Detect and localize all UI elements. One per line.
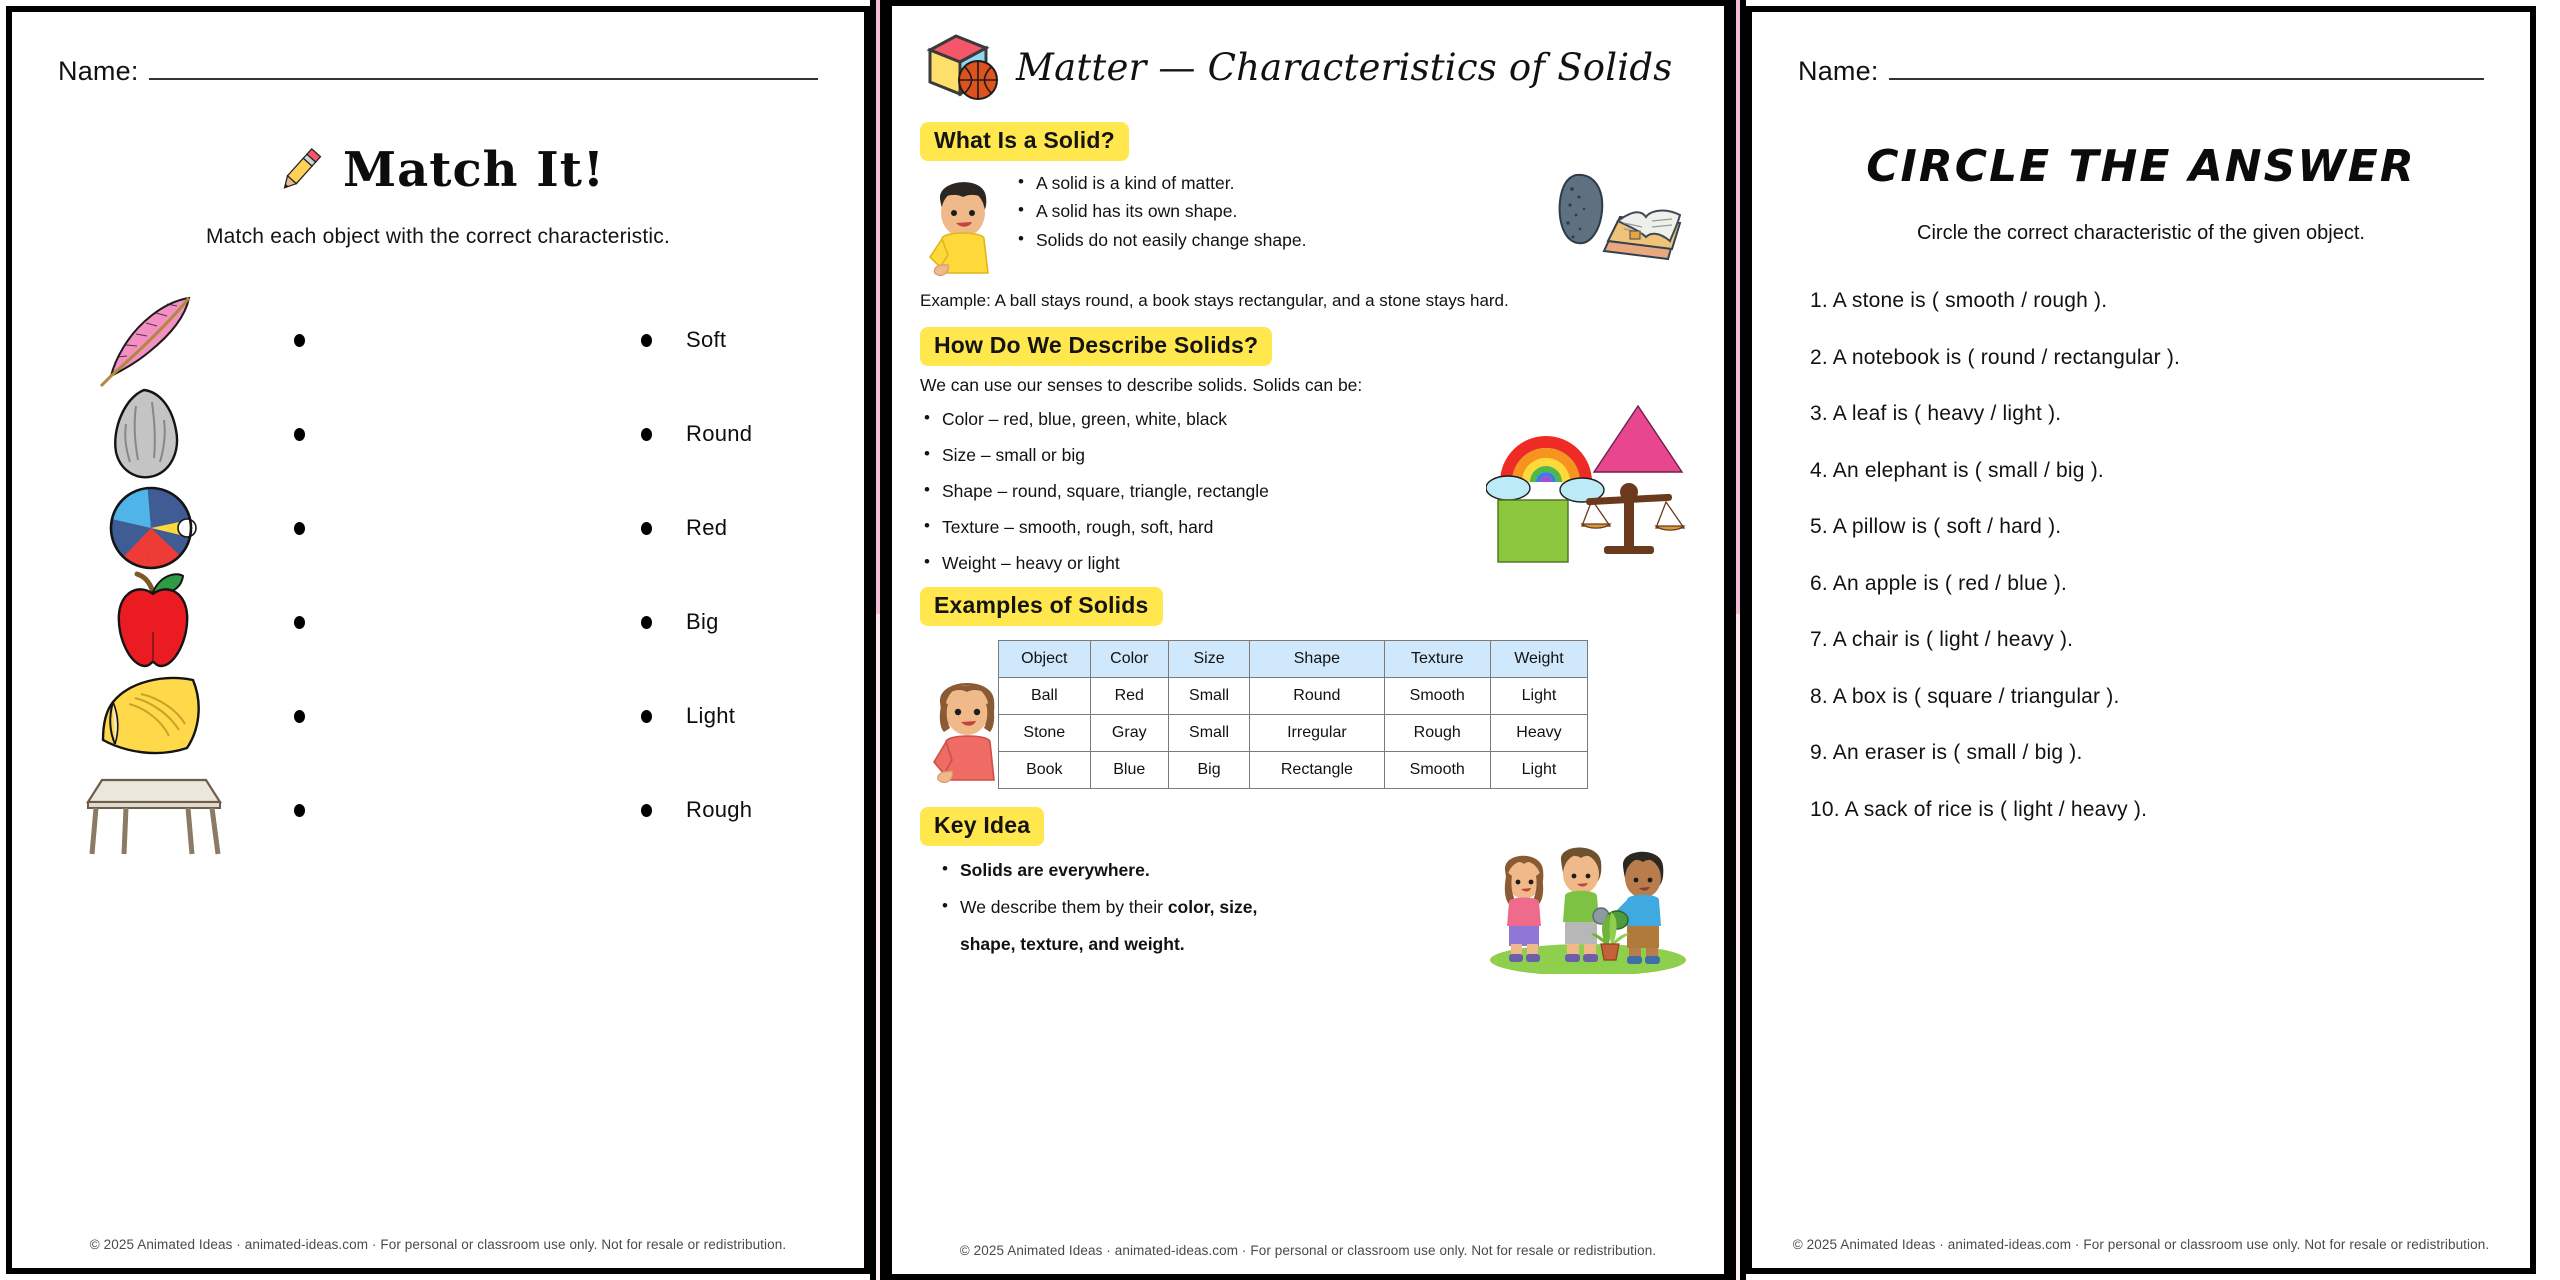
column-header: Color: [1090, 641, 1168, 678]
column-header: Size: [1168, 641, 1249, 678]
match-title-row: [58, 141, 818, 199]
table-row: [999, 678, 1588, 715]
match-dot-right[interactable]: [641, 334, 652, 347]
section-what-is-a-solid: [920, 122, 1696, 311]
list-item: • Solids do not easily change shape.: [1014, 226, 1538, 254]
name-label: Name:: [1798, 56, 1879, 86]
list-item: • Weight – heavy or light: [920, 546, 1478, 582]
shapes-collage-icon: [1486, 396, 1696, 566]
object-cell: [58, 668, 248, 764]
footer-copyright: © 2025 Animated Ideas · animated-ideas.com · For personal or classroom use only. Not for resale or redistribution.: [89, 1237, 787, 1252]
table-cell: Ball: [999, 678, 1091, 715]
list-item: [938, 852, 1481, 889]
feather-icon: [93, 290, 213, 390]
object-cell: [58, 762, 248, 858]
table-cell: Smooth: [1384, 752, 1490, 789]
section-heading: Key Idea: [920, 807, 1044, 846]
stone-icon: [98, 384, 208, 484]
stone-and-books-icon: [1546, 169, 1696, 269]
table-cell: Gray: [1090, 715, 1168, 752]
list-item: • Texture – smooth, rough, soft, hard: [920, 510, 1478, 546]
table-cell: Rough: [1384, 715, 1490, 752]
question-list: [1798, 289, 2484, 822]
list-item: • A solid is a kind of matter.: [1014, 169, 1538, 197]
table-cell: Heavy: [1490, 715, 1587, 752]
table-cell: Big: [1168, 752, 1249, 789]
table-cell: Blue: [1090, 752, 1168, 789]
pencil-icon: [271, 141, 329, 199]
table-cell: Light: [1490, 752, 1587, 789]
table-cell: Light: [1490, 678, 1587, 715]
footer-copyright: © 2025 Animated Ideas · animated-ideas.com · For personal or classroom use only. Not for resale or redistribution.: [959, 1243, 1657, 1258]
beach-ball-icon: [101, 478, 205, 578]
key-idea-text-2-prefix: We describe them by their: [960, 897, 1168, 918]
question-item[interactable]: 4. An elephant is ( small / big ).: [1810, 458, 2104, 482]
square-icon: [1498, 500, 1568, 562]
question-item[interactable]: 2. A notebook is ( round / rectangular ).: [1810, 345, 2181, 369]
trait-label: Red: [686, 515, 728, 540]
column-header: Shape: [1250, 641, 1384, 678]
match-dot-left[interactable]: [294, 428, 305, 441]
footer-copyright: © 2025 Animated Ideas · animated-ideas.com · For personal or classroom use only. Not for resale or redistribution.: [1792, 1237, 2490, 1252]
page-title: Match It!: [343, 142, 605, 198]
match-row: [58, 575, 818, 669]
question-item[interactable]: 3. A leaf is ( heavy / light ).: [1810, 402, 2062, 425]
question-item[interactable]: 5. A pillow is ( soft / hard ).: [1810, 515, 2062, 538]
column-header: Object: [999, 641, 1091, 678]
question-item[interactable]: 7. A chair is ( light / heavy ).: [1810, 628, 2074, 651]
list-item: • Shape – round, square, triangle, rectangle: [920, 474, 1478, 510]
match-dot-right[interactable]: [641, 616, 652, 629]
boy-pointing-icon: [920, 169, 1006, 279]
match-dot-right[interactable]: [641, 428, 652, 441]
table-cell: Red: [1090, 678, 1168, 715]
table-cell: Irregular: [1250, 715, 1384, 752]
example-text: Example: A ball stays round, a book stays rectangular, and a stone stays hard.: [920, 291, 1509, 310]
key-idea-bold-b: shape, texture, and weight.: [960, 933, 1185, 954]
match-dot-left[interactable]: [294, 522, 305, 535]
examples-table: [998, 640, 1588, 789]
matter-info-worksheet: [886, 0, 1730, 1280]
match-dot-left[interactable]: [294, 616, 305, 629]
sheet-divider-left: [870, 0, 886, 1280]
question-item[interactable]: 9. An eraser is ( small / big ).: [1810, 741, 2083, 764]
table-cell: Small: [1168, 715, 1249, 752]
table-row: [999, 715, 1588, 752]
table-cell: Round: [1250, 678, 1384, 715]
key-idea-text-1: Solids are everywhere.: [960, 860, 1150, 881]
match-dot-right[interactable]: [641, 522, 652, 535]
section-key-idea: [920, 807, 1696, 974]
match-row: [58, 763, 818, 857]
list-item: • Color – red, blue, green, white, black: [920, 402, 1478, 438]
section-examples: [920, 587, 1696, 789]
pillow-icon: [91, 668, 215, 764]
girl-pointing-icon: [922, 666, 1012, 784]
key-idea-bold-a: color, size,: [1167, 897, 1258, 918]
question-item[interactable]: 10. A sack of rice is ( light / heavy ).: [1810, 797, 2148, 821]
triangle-icon: [1594, 406, 1682, 472]
name-row-left: [58, 56, 818, 87]
rainbow-icon: [1486, 436, 1604, 502]
table-icon: [78, 762, 228, 858]
list-item: [938, 889, 1481, 963]
trait-label: Soft: [686, 327, 727, 352]
child-girl: [1505, 856, 1544, 962]
table-cell: Stone: [999, 715, 1091, 752]
match-dot-left[interactable]: [294, 334, 305, 347]
question-item[interactable]: 1. A stone is ( smooth / rough ).: [1810, 289, 2108, 312]
sheet-divider-right: [1730, 0, 1746, 1280]
kids-planting-icon: [1481, 844, 1696, 974]
describe-list: [920, 402, 1478, 581]
instruction-text: Circle the correct characteristic of the given object.: [1917, 222, 2365, 244]
match-row: [58, 669, 818, 763]
cube-and-ball-icon: [920, 28, 1006, 106]
key-idea-list: [920, 852, 1481, 962]
section-heading: How Do We Describe Solids?: [920, 327, 1272, 366]
section-heading: Examples of Solids: [920, 587, 1163, 626]
name-write-line[interactable]: [149, 59, 818, 80]
column-header: Texture: [1384, 641, 1490, 678]
trait-label: Round: [686, 421, 753, 446]
object-cell: [58, 478, 248, 578]
match-list: [58, 293, 818, 857]
match-dot-left[interactable]: [294, 710, 305, 723]
object-cell: [58, 570, 248, 674]
trait-label: Big: [686, 609, 719, 634]
table-cell: Rectangle: [1250, 752, 1384, 789]
table-header-row: [999, 641, 1588, 678]
name-write-line[interactable]: [1889, 59, 2484, 80]
apple-icon: [101, 570, 205, 674]
match-dot-left[interactable]: [294, 804, 305, 817]
page-title: CIRCLE THE ANSWER: [1866, 141, 2416, 192]
match-it-worksheet: [6, 6, 870, 1274]
trait-label: Light: [686, 703, 736, 728]
section-heading: What Is a Solid?: [920, 122, 1129, 161]
name-row-right: [1798, 56, 2484, 87]
question-item[interactable]: 6. An apple is ( red / blue ).: [1810, 571, 2067, 595]
section-how-describe: [920, 327, 1696, 581]
question-item[interactable]: 8. A box is ( square / triangular ).: [1810, 684, 2120, 708]
table-cell: Book: [999, 752, 1091, 789]
match-row: [58, 481, 818, 575]
table-row: [999, 752, 1588, 789]
instruction-text: Match each object with the correct characteristic.: [205, 225, 671, 248]
object-cell: [58, 384, 248, 484]
table-cell: Small: [1168, 678, 1249, 715]
name-label: Name:: [58, 56, 139, 86]
match-row: [58, 387, 818, 481]
page-title: Matter — Characteristics of Solids: [1016, 45, 1673, 89]
mid-title-row: [920, 28, 1696, 106]
match-dot-right[interactable]: [641, 804, 652, 817]
list-item: • A solid has its own shape.: [1014, 197, 1538, 225]
column-header: Weight: [1490, 641, 1587, 678]
match-row: [58, 293, 818, 387]
list-item: • Size – small or big: [920, 438, 1478, 474]
object-cell: [58, 290, 248, 390]
match-dot-right[interactable]: [641, 710, 652, 723]
table-cell: Smooth: [1384, 678, 1490, 715]
circle-the-answer-worksheet: [1746, 6, 2536, 1274]
lead-text: We can use our senses to describe solids. Solids can be:: [920, 375, 1363, 395]
trait-label: Rough: [686, 797, 753, 822]
solid-facts-list: [1014, 169, 1538, 254]
